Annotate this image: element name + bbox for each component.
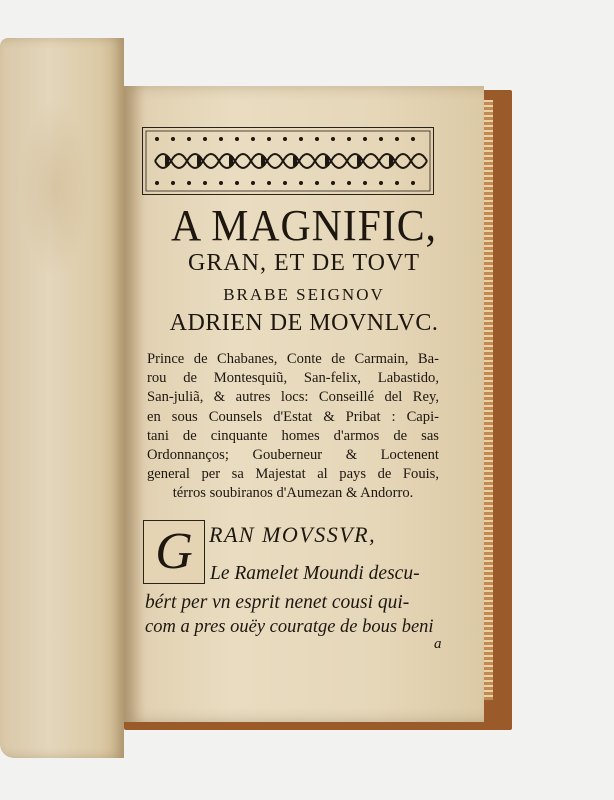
body-line: com a pres ouëy couratge de bous beni [145, 617, 434, 637]
paragraph-line: rou de Montesquiũ, San-felix, Labastido, [147, 370, 439, 387]
title-line-3: BRABE SEIGNOV [223, 285, 385, 304]
catchword: a [434, 636, 442, 652]
body-line: bért per vn esprit nenet cousi qui- [145, 592, 410, 613]
greeting: RAN MOVSSVR, [209, 522, 377, 547]
ornamental-headpiece [142, 127, 434, 195]
drop-cap-letter: G [155, 523, 193, 580]
body-line: Le Ramelet Moundi descu- [210, 563, 420, 584]
paragraph-line: Ordonnanços; Gouberneur & Loctenent [147, 447, 439, 464]
paragraph-line: Prince de Chabanes, Conte de Carmain, Ba- [147, 351, 439, 367]
paragraph-line: San-juliã, & autres locs: Conseillé del Rey, [147, 389, 439, 406]
paragraph-line: general per sa Majestat al pays de Fouis, [147, 466, 439, 483]
title-line-4: ADRIEN DE MOVNLVC. [169, 310, 439, 336]
paragraph-line: tani de cinquante homes d'armos de sas [147, 427, 439, 444]
title-line-2: GRAN, ET DE TOVT [188, 250, 420, 276]
titles-paragraph [147, 350, 439, 504]
paragraph-line: térros soubiranos d'Aumezan & Andorro. [172, 485, 414, 502]
decorated-initial [143, 520, 205, 584]
left-page [0, 38, 124, 758]
title-line-1: A MAGNIFIC, [171, 201, 437, 250]
paragraph-line: en sous Counsels d'Estat & Pribat : Capi- [147, 408, 439, 425]
